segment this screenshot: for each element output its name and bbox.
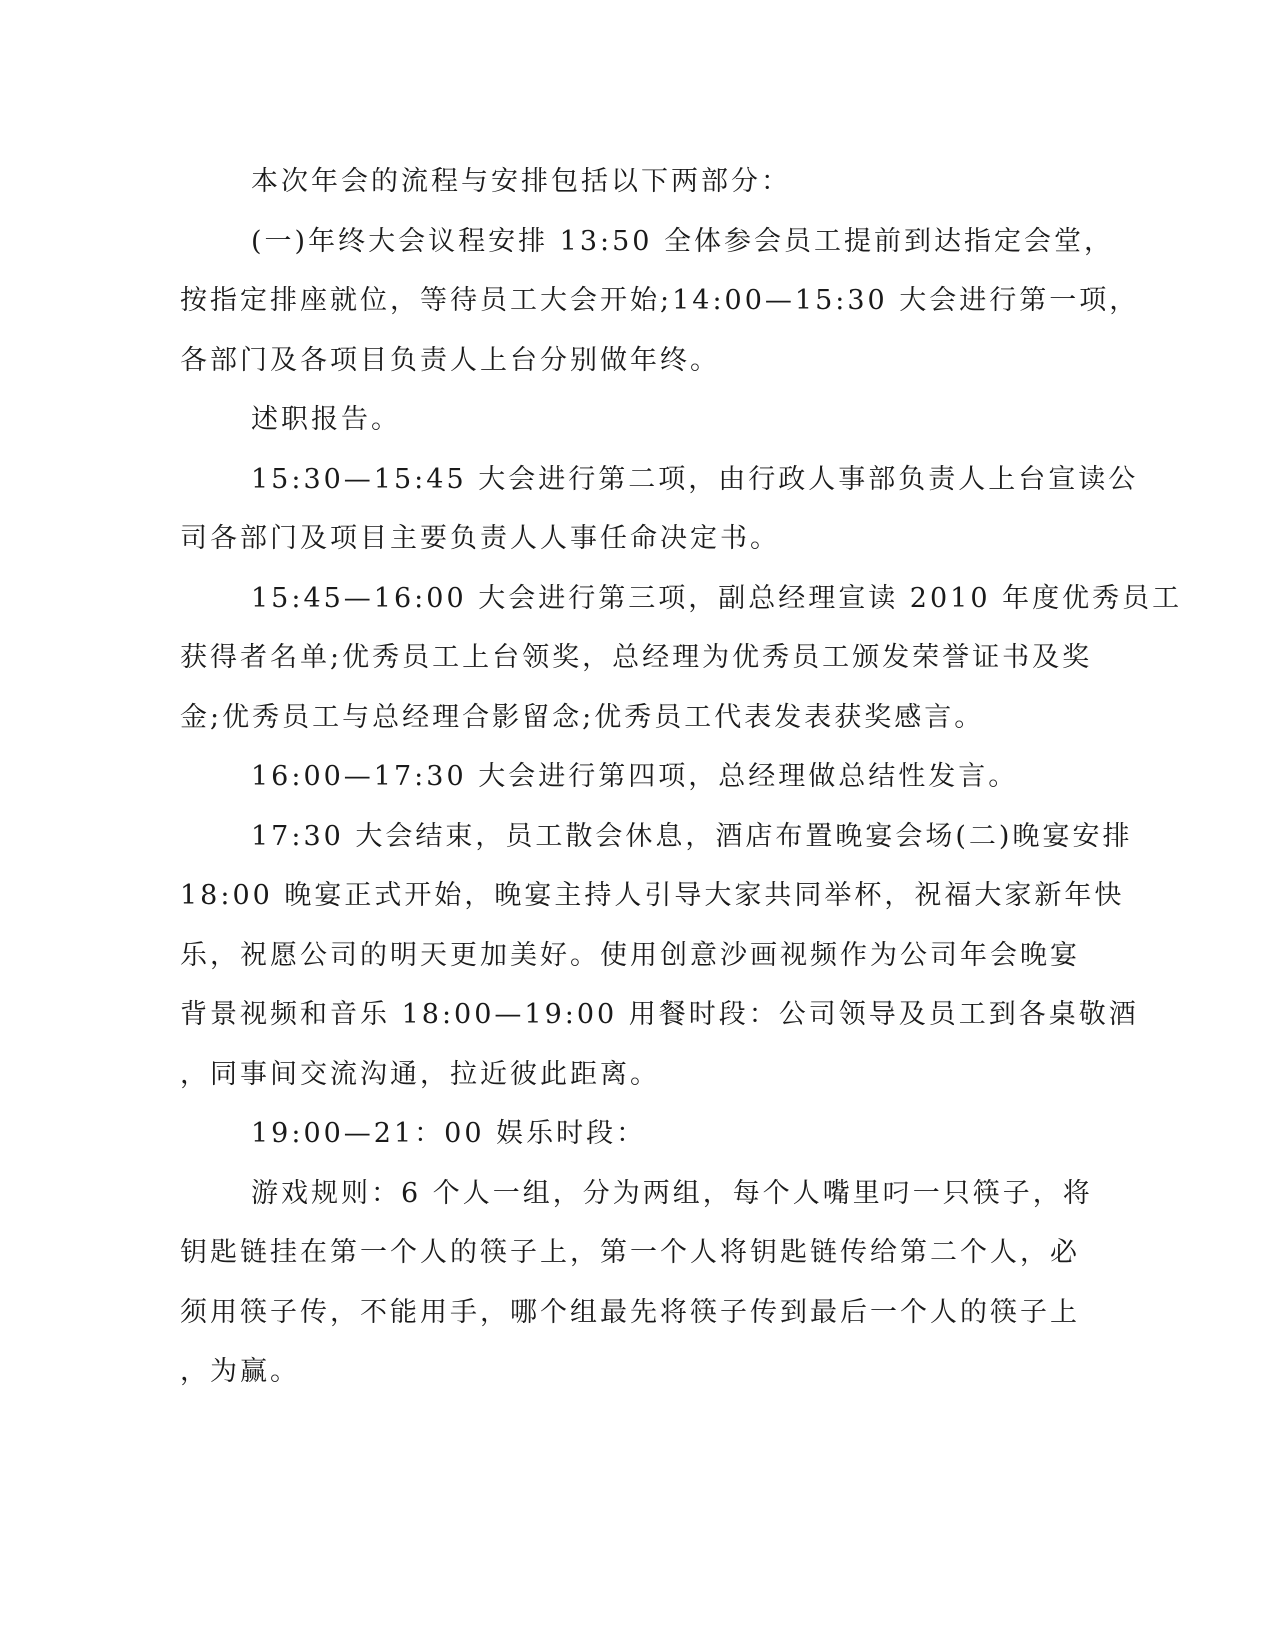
text-line: (一)年终大会议程安排 13:50 全体参会员工提前到达指定会堂， [251, 225, 1115, 257]
text-line: 金;优秀员工与总经理合影留念;优秀员工代表发表获奖感言。 [180, 701, 985, 733]
text-line: 18:00 晚宴正式开始，晚宴主持人引导大家共同举杯，祝福大家新年快 [180, 880, 1125, 911]
text-line: 按指定排座就位，等待员工大会开始;14:00—15:30 大会进行第一项， [180, 285, 1140, 316]
text-line: 述职报告。 [251, 404, 401, 435]
text-line: 背景视频和音乐 18:00—19:00 用餐时段：公司领导及员工到各桌敬酒 [180, 999, 1139, 1030]
text-line: ，为赢。 [180, 1356, 300, 1387]
text-line: 各部门及各项目负责人上台分别做年终。 [180, 344, 720, 376]
text-line: 17:30 大会结束，员工散会休息，酒店布置晚宴会场(二)晚宴安排 [251, 820, 1133, 852]
text-line: 须用筷子传，不能用手，哪个组最先将筷子传到最后一个人的筷子上 [180, 1296, 1080, 1328]
text-line: 钥匙链挂在第一个人的筷子上，第一个人将钥匙链传给第二个人，必 [180, 1237, 1080, 1268]
text-line: 乐，祝愿公司的明天更加美好。使用创意沙画视频作为公司年会晚宴 [180, 939, 1080, 971]
text-line: 16:00—17:30 大会进行第四项，总经理做总结性发言。 [251, 761, 1019, 792]
document-body [180, 152, 1183, 1402]
text-line: 司各部门及项目主要负责人人事任命决定书。 [180, 523, 780, 554]
text-line: 获得者名单;优秀员工上台领奖，总经理为优秀员工颁发荣誉证书及奖 [180, 642, 1093, 673]
text-line: 本次年会的流程与安排包括以下两部分： [251, 166, 791, 197]
text-line: ，同事间交流沟通，拉近彼此距离。 [180, 1058, 660, 1090]
text-line: 15:30—15:45 大会进行第二项，由行政人事部负责人上台宣读公 [251, 463, 1139, 495]
text-line: 游戏规则：6 个人一组，分为两组，每个人嘴里叼一只筷子，将 [251, 1177, 1093, 1209]
text-line: 15:45—16:00 大会进行第三项，副总经理宣读 2010 年度优秀员工 [251, 582, 1183, 614]
text-line: 19:00—21：00 娱乐时段： [251, 1118, 647, 1149]
